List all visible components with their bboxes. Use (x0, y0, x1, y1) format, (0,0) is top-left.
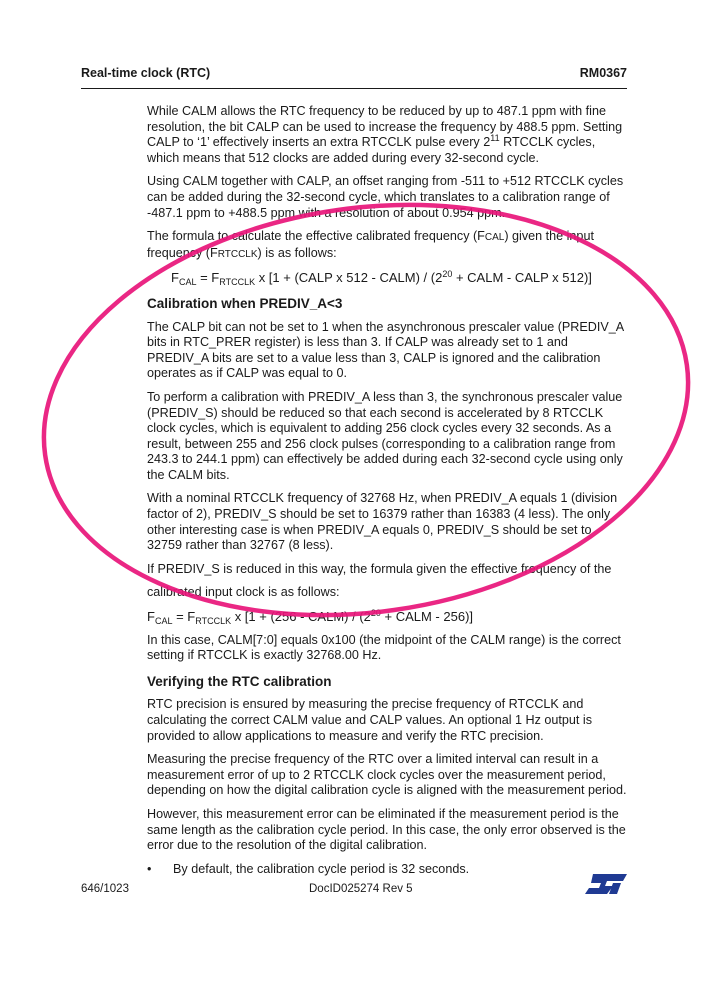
paragraph-measurement-error: Measuring the precise frequency of the RTC over a limited interval can result in a measurement error of up to 2 RTCCLK clock cycles over the measurement period, depending on how the digital calibration cycle is aligned with the measurement period. (147, 752, 627, 798)
document-revision: DocID025274 Rev 5 (309, 883, 413, 895)
paragraph-calp-restriction: The CALP bit can not be set to 1 when the asynchronous prescaler value (PREDIV_A bits in RTC_PRER register) is less than 3. If CALP was already set to 1 and PREDIV_A bits are set to a value less than 3, CALP is ignored and the calibration operates as if CALP was equal to 0. (147, 319, 624, 381)
heading-calibration-prediv: Calibration when PREDIV_A<3 (147, 295, 343, 311)
formula-fcal-reduced: $F_{CAL} = F_{RTCCLK}$ x [1 + (256 - CALM) / ($2^{20}$ + CALM - 256)] (147, 608, 474, 627)
paragraph-calm-midpoint: In this case, CALM[7:0] equals 0x100 (the midpoint of the CALM range) is the correct setting if RTCCLK is exactly 32768.00 Hz. (147, 632, 621, 663)
paragraph-calm-calp-range: Using CALM together with CALP, an offset ranging from -511 to +512 RTCCLK cycles can be added during the 32-second cycle, which translates to a calibration range of -487.1 ppm to +488.5 ppm with a resolution of about 0.954 ppm. (147, 174, 624, 220)
page-content (147, 104, 629, 885)
paragraph-calp-intro: While CALM allows the RTC frequency to be reduced by up to 487.1 ppm with fine resolution, the bit CALP can be used to increase the frequency by 488.5 ppm. Setting CALP to ‘1’ effectively inserts an extra RTCCLK pulse every $2^{11}$ RTCCLK cycles, which means that 512 clocks are added during every 32-second cycle. (147, 104, 623, 165)
page-header (81, 66, 627, 89)
st-logo-icon (583, 872, 627, 896)
bullet-icon: • (147, 861, 152, 876)
paragraph-formula-intro: The formula to calculate the effective calibrated frequency (FCAL) given the input frequency (FRTCCLK) is as follows: (147, 229, 594, 260)
paragraph-nominal-frequency: With a nominal RTCCLK frequency of 32768 Hz, when PREDIV_A equals 1 (division factor of 2), PREDIV_S should be set to 16379 rather than 16383 (4 less). The only other interesting case is when PREDIV_A equals 0, PREDIV_S should be set to 32759 rather than 32767 (8 less). (147, 491, 618, 553)
list-item: • By default, the calibration cycle period is 32 seconds. (147, 861, 470, 876)
heading-verifying-calibration: Verifying the RTC calibration (147, 673, 332, 689)
paragraph-error-elimination: However, this measurement error can be eliminated if the measurement period is the same length as the calibration cycle period. In this case, the only error observed is the error due to the resolution of the digital calibration. (147, 806, 626, 853)
paragraph-calibrated-clock: calibrated input clock is as follows: (147, 585, 340, 600)
formula-fcal: $F_{CAL} = F_{RTCCLK}$ x [1 + (CALP x 512 - CALM) / ($2^{20}$ + CALM - CALP x 512)] (171, 269, 592, 288)
paragraph-prediv-reduced: If PREDIV_S is reduced in this way, the formula given the effective frequency of the (147, 561, 612, 576)
page-footer (81, 872, 627, 898)
paragraph-prediv-calibration: To perform a calibration with PREDIV_A less than 3, the synchronous prescaler value (PREDIV_S) should be reduced so that each second is accelerated by 8 RTCCLK clock cycles, which is equivalent to adding 256 clock cycles every 32 seconds. As a result, between 255 and 256 clock pulses (corresponding to a calibration range from 243.3 to 244.1 ppm) can effectively be added during each 32-second cycle using only the CALM bits. (147, 389, 623, 482)
header-section-title: Real-time clock (RTC) (81, 66, 211, 80)
page-number: 646/1023 (81, 883, 129, 895)
header-document-id: RM0367 (579, 66, 627, 80)
paragraph-rtc-precision: RTC precision is ensured by measuring the precise frequency of RTCCLK and calculating the correct CALM value and CALP values. An optional 1 Hz output is provided to allow applications to measure and verify the RTC precision. (147, 697, 592, 743)
